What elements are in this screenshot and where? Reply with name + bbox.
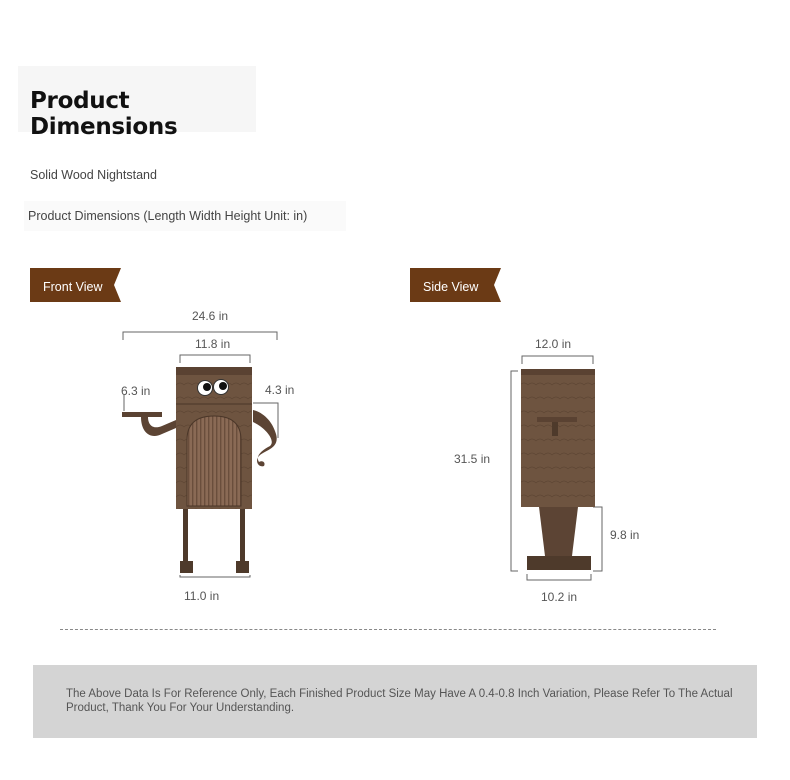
- side-top-depth-label: 12.0 in: [535, 337, 572, 351]
- front-arm-depth-label: 4.3 in: [265, 383, 295, 397]
- front-view-label: Front View: [43, 280, 103, 294]
- side-view-label: Side View: [423, 280, 479, 294]
- side-base: [527, 556, 591, 570]
- page-title: Product Dimensions: [30, 88, 178, 140]
- side-top: [521, 369, 595, 375]
- dashed-divider: [60, 629, 716, 630]
- dimensions-note: Product Dimensions (Length Width Height Unit: in): [28, 209, 308, 223]
- side-pedestal: [539, 507, 578, 556]
- disclaimer-text: The Above Data Is For Reference Only, Each Finished Product Size May Have A 0.4-0.8 Inch Variation, Please Refer To The Actual Product, Thank You For Your Understanding.: [66, 688, 733, 714]
- front-base-width-label: 11.0 in: [184, 589, 220, 603]
- side-height-label: 31.5 in: [454, 452, 491, 466]
- front-body-width-label: 11.8 in: [195, 337, 231, 351]
- side-body: [521, 369, 595, 507]
- front-total-width-label: 24.6 in: [192, 309, 229, 323]
- disclaimer-box: [33, 665, 757, 738]
- side-base-depth-label: 10.2 in: [541, 590, 578, 604]
- side-leg-height-label: 9.8 in: [610, 528, 640, 542]
- product-name: Solid Wood Nightstand: [30, 168, 157, 182]
- front-tray-height-label: 6.3 in: [121, 384, 151, 398]
